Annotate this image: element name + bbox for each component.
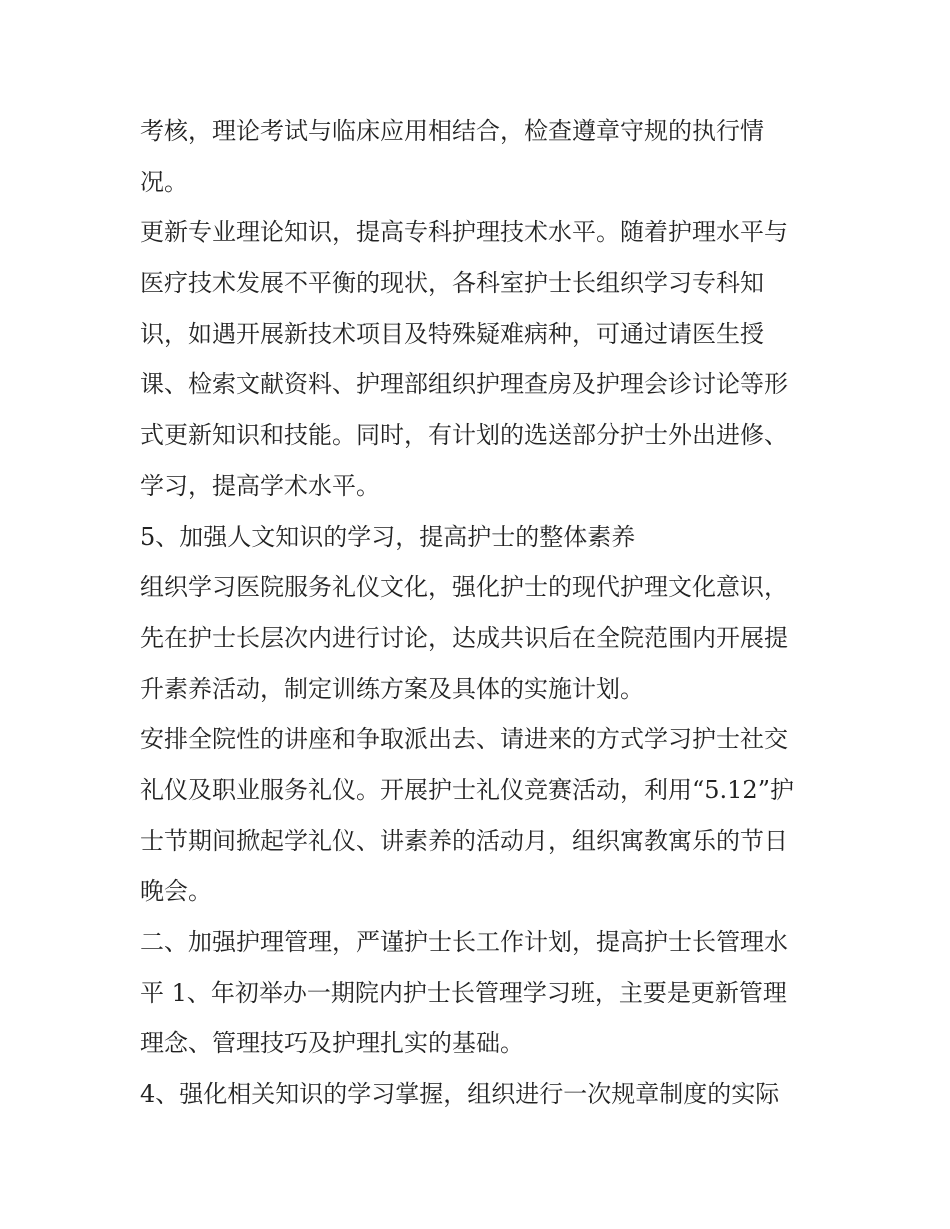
text-line: 考核，理论考试与临床应用相结合，检查遵章守规的执行情 (140, 117, 764, 145)
text-line: 理念、管理技巧及护理扎实的基础。 (140, 1029, 524, 1058)
text-line: 组织学习医院服务礼仪文化，强化护士的现代护理文化意识， (140, 573, 788, 602)
text-line: 识，如遇开展新技术项目及特殊疑难病种，可通过请医生授 (140, 319, 764, 348)
text-line: 平 1、年初举办一期院内护士长管理学习班，主要是更新管理 (140, 978, 787, 1007)
text-line: 学习，提高学术水平。 (140, 471, 380, 500)
section-heading: 二、加强护理管理，严谨护士长工作计划，提高护士长管理水 (140, 928, 788, 956)
section-heading: 5、加强人文知识的学习，提高护士的整体素养 (140, 522, 636, 551)
text-line: 医疗技术发展不平衡的现状，各科室护士长组织学习专科知 (140, 269, 764, 298)
text-line: 4、强化相关知识的学习掌握，组织进行一次规章制度的实际 (140, 1080, 780, 1109)
text-line: 更新专业理论知识，提高专科护理技术水平。随着护理水平与 (140, 218, 788, 247)
text-line: 况。 (140, 167, 188, 196)
text-line: 礼仪及职业服务礼仪。开展护士礼仪竞赛活动，利用“5.12”护 (140, 775, 794, 804)
body-text (140, 106, 830, 1120)
text-line: 晚会。 (140, 877, 212, 906)
text-line: 先在护士长层次内进行讨论，达成共识后在全院范围内开展提 (140, 623, 788, 652)
text-line: 士节期间掀起学礼仪、讲素养的活动月，组织寓教寓乐的节日 (140, 826, 788, 855)
text-line: 式更新知识和技能。同时，有计划的选送部分护士外出进修、 (140, 421, 788, 450)
text-line: 安排全院性的讲座和争取派出去、请进来的方式学习护士社交 (140, 725, 788, 754)
text-line: 课、检索文献资料、护理部组织护理查房及护理会诊讨论等形 (140, 370, 788, 399)
text-line: 升素养活动，制定训练方案及具体的实施计划。 (140, 674, 644, 703)
